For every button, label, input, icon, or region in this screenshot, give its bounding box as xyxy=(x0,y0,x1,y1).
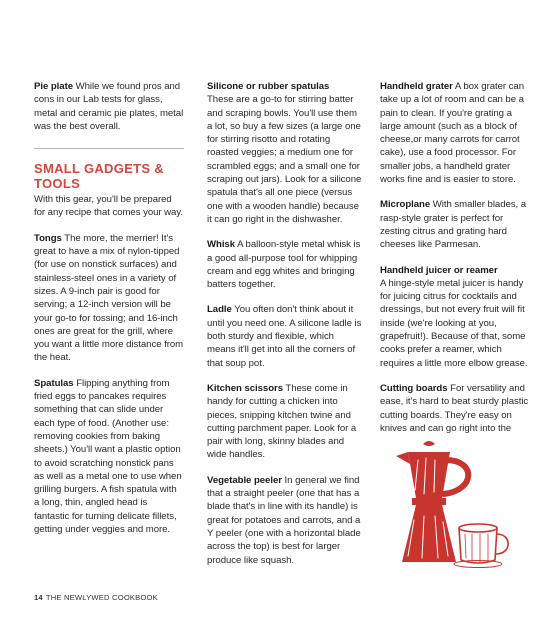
entry-silicone-spatulas xyxy=(207,80,362,226)
entry-kitchen-scissors xyxy=(207,382,362,462)
entry-term: Cutting boards xyxy=(380,382,448,394)
entry-juicer xyxy=(380,264,532,370)
entry-text: A hinge-style metal juicer is handy for juicing citrus for cocktails and dressings, but not every fruit will fit inside (we're looking at you, grapefruit!). Because of that, some cooks prefer a reamer, which requires a little more elbow grease. xyxy=(380,277,528,369)
column-3 xyxy=(380,80,532,447)
entry-text: These are a go-to for stirring batter and scraping bowls. You'll use them a lot, so buy a few sizes (a large one for stirring risotto and rotating roasted veggies; a medium one for scrambled eggs; and a small one for scraping out jars). Look for a silicone spatula that's all one piece (versus one with a wooden handle) because it can go right in the dishwasher. xyxy=(207,94,362,225)
entry-text: Flipping anything from fried eggs to pancakes requires something that can slide under each type of food. (Another use: removing cookies from baking sheets.) You'll want a plastic option to avoid scratching nonstick pans as well as a metal one to use when grilling burgers. A fish spatula with a long, thin, angled head is fantastic for turning delicate fillets, getting under veggies and more. xyxy=(34,377,182,536)
section-intro: With this gear, you'll be prepared for any recipe that comes your way. xyxy=(34,194,183,219)
entry-text: The more, the merrier! It's great to have a mix of nylon-tipped (for use on nonstick surfaces) and stainless-steel ones in a variety of sizes. A 9-inch pair is good for serving; a 12-inch version will be your go-to for tossing; and 16-inch ones are great for the grill, where you want a little more distance from the heat. xyxy=(34,232,184,364)
entry-text: While we found pros and cons in our Lab tests for glass, metal and ceramic pie plates, metal was the best overall. xyxy=(34,81,184,132)
column-2 xyxy=(207,80,362,579)
entry-term: Handheld juicer or reamer xyxy=(380,264,498,276)
entry-term: Whisk xyxy=(207,239,236,251)
entry-pie-plate xyxy=(34,80,184,133)
moka-pot-illustration xyxy=(380,430,530,580)
entry-text: These come in handy for cutting a chicken into pieces, snipping kitchen twine and cutting parchment paper. Look for a pair with long, skinny blades and wide handles. xyxy=(207,382,357,461)
coffee-mug-icon xyxy=(454,524,508,568)
entry-whisk xyxy=(207,238,362,291)
entry-spatulas xyxy=(34,377,184,537)
entry-text: A balloon-style metal whisk is a good all-purpose tool for whipping cream and egg whites and bringing batters together. xyxy=(207,239,361,291)
entry-term: Kitchen scissors xyxy=(207,382,283,394)
column-1 xyxy=(34,80,184,548)
entry-cutting-boards xyxy=(380,382,532,435)
section-title: SMALL GADGETS & TOOLS xyxy=(34,161,164,192)
entry-term: Ladle xyxy=(207,304,232,316)
entry-text: For versatility and ease, it's hard to beat sturdy plastic cutting boards. They're easy on knives and can go right into the xyxy=(380,382,529,434)
entry-tongs xyxy=(34,232,184,365)
entry-term: Tongs xyxy=(34,232,62,244)
page-footer xyxy=(34,593,158,602)
entry-ladle xyxy=(207,303,362,369)
entry-vegetable-peeler xyxy=(207,474,362,567)
entry-term: Silicone or rubber spatulas xyxy=(207,81,330,92)
entry-term: Vegetable peeler xyxy=(207,474,282,486)
entry-text: In general we find that a straight peeler (one that has a blade that's in line with its handle) is great for potatoes and carrots, and a Y peeler (one with a horizontal blade across the top) is best for larger produce like squash. xyxy=(207,474,361,566)
entry-text: You often don't think about it until you need one. A silicone ladle is both sturdy and flexible, which means it'll get into all the corners of that soup pot. xyxy=(207,304,362,369)
entry-term: Microplane xyxy=(380,199,431,211)
entry-term: Pie plate xyxy=(34,81,74,92)
book-title: THE NEWLYWED COOKBOOK xyxy=(45,593,158,602)
entry-term: Spatulas xyxy=(34,377,74,389)
entry-handheld-grater xyxy=(380,80,532,186)
page-number: 14 xyxy=(34,593,43,602)
moka-pot-icon xyxy=(396,441,468,562)
entry-term: Handheld grater xyxy=(380,81,453,92)
entry-microplane xyxy=(380,198,532,251)
entry-text: A box grater can take up a lot of room and can be a pain to clean. If you're grating a large amount (such as a block of cheese,or many carrots for carrot cake), use a food processor. For smaller jobs, a handheld grater works fine and is easier to store. xyxy=(380,81,524,186)
entry-text: With smaller blades, a rasp-style grater is perfect for zesting citrus and grating hard cheeses like Parmesan. xyxy=(380,199,527,251)
section-divider xyxy=(34,148,184,149)
